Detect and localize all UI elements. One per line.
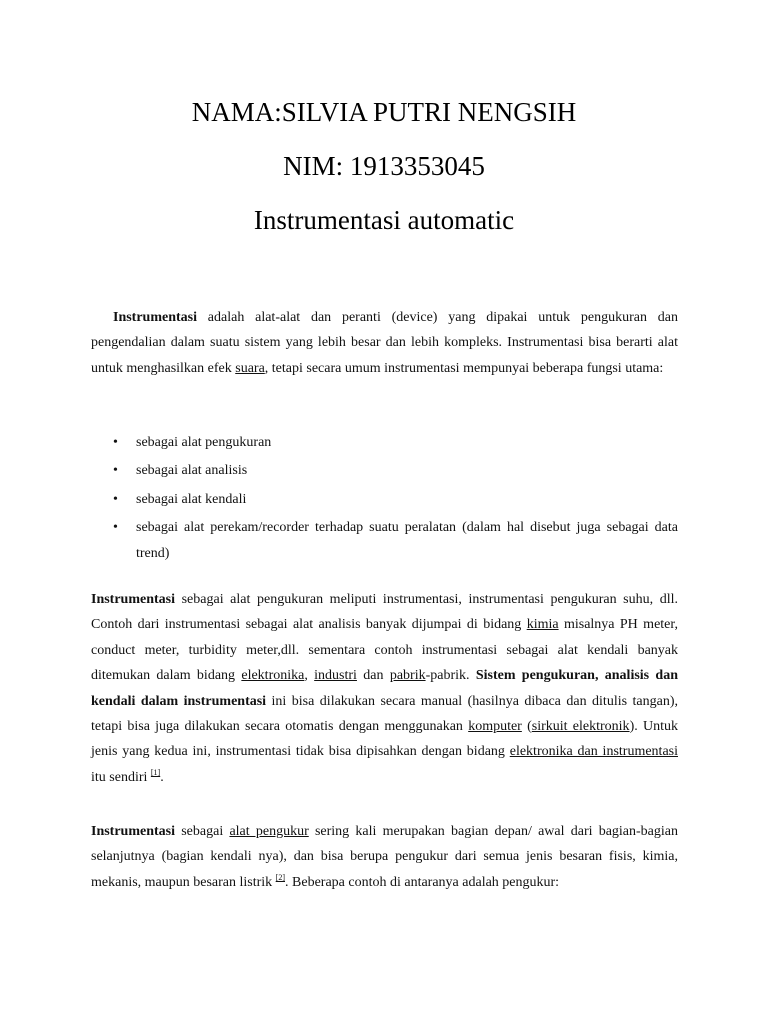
paragraph-text: ). Untuk jenis yang kedua ini, instrumentasi tidak bisa dipisahkan dengan bidang: [91, 719, 678, 760]
link-sirkuit-elektronik[interactable]: sirkuit elektronik: [531, 719, 630, 735]
document-title: Instrumentasi automatic: [253, 205, 515, 235]
student-name-heading: NAMA:SILVIA PUTRI NENGSIH: [191, 97, 577, 127]
list-item-text: sebagai alat perekam/recorder terhadap suatu peralatan (dalam hal disebut juga sebagai data trend): [136, 520, 678, 561]
paragraph-text: sebagai alat pengukuran meliputi instrumentasi, instrumentasi pengukuran suhu, dll. Contoh dari instrumentasi sebagai alat analisis banyak dijumpai di bidang: [91, 592, 678, 633]
paragraph-text: ini bisa dilakukan secara manual (hasilnya dibaca dan ditulis tangan), tetapi bisa juga dilakukan secara otomatis dengan menggunakan: [91, 693, 678, 735]
list-item: [91, 487, 678, 512]
bullet-icon: •: [113, 491, 118, 507]
paragraph-text: , tetapi secara umum instrumentasi mempunyai beberapa fungsi utama:: [264, 360, 664, 376]
link-komputer[interactable]: komputer: [468, 719, 522, 735]
paragraph-text: adalah alat-alat dan peranti (device) yang dipakai untuk pengukuran dan pengendalian dalam suatu sistem yang lebih besar dan lebih kompleks. Instrumentasi bisa berarti alat untuk menghasilkan efek: [91, 310, 678, 376]
paragraph-text: sebagai: [175, 824, 230, 839]
bullet-icon: •: [113, 463, 118, 479]
term-instrumentasi: Instrumentasi: [91, 824, 176, 839]
citation-label[interactable]: [1]: [150, 767, 161, 777]
paragraph-intro: [91, 305, 678, 381]
term-instrumentasi: Instrumentasi: [91, 592, 176, 607]
link-elektronika-dan-instrumentasi[interactable]: elektronika dan instrumentasi: [509, 744, 678, 760]
function-list: [91, 430, 678, 569]
paragraph-text: sering kali merupakan bagian depan/ awal dari bagian-bagian selanjutnya (bagian kendali nya), dan bisa berupa pengukur dari semua jenis besaran fisis, kimia, mekanis, maupun besaran listrik: [91, 824, 679, 890]
paragraph-text: dan: [356, 668, 390, 684]
bullet-icon: •: [113, 520, 118, 536]
list-item-text: sebagai alat kendali: [136, 491, 247, 507]
term-instrumentasi: Instrumentasi: [113, 310, 198, 325]
bullet-icon: •: [113, 435, 118, 450]
paragraph-text: .: [160, 769, 164, 785]
list-item-text: sebagai alat pengukuran: [136, 435, 272, 450]
student-nim-heading: NIM: 1913353045: [283, 151, 485, 181]
list-item: [91, 430, 678, 455]
paragraph-text: (: [521, 719, 532, 735]
citation-2[interactable]: [276, 873, 285, 882]
paragraph-text: . Beberapa contoh di antaranya adalah pengukur:: [285, 874, 560, 890]
list-item-text: sebagai alat analisis: [136, 463, 248, 479]
paragraph-text: -pabrik.: [425, 668, 476, 684]
list-item: [91, 515, 678, 566]
link-suara[interactable]: suara: [235, 360, 265, 376]
paragraph-text: ,: [304, 668, 315, 684]
list-item: [91, 458, 678, 483]
paragraph-measurement: [91, 587, 678, 790]
link-pabrik[interactable]: pabrik: [389, 668, 426, 684]
paragraph-measuring-tool: [91, 819, 678, 895]
paragraph-text: itu sendiri: [91, 769, 151, 785]
link-industri[interactable]: industri: [314, 668, 357, 684]
link-kimia[interactable]: kimia: [526, 617, 559, 633]
citation-label[interactable]: [2]: [275, 872, 286, 882]
link-alat-pengukur[interactable]: alat pengukur: [229, 824, 309, 839]
link-elektronika[interactable]: elektronika: [241, 668, 305, 684]
paragraph-text: misalnya PH meter, conduct meter, turbidity meter,dll. sementara contoh instrumentasi sebagai alat kendali banyak ditemukan dalam bidang: [91, 617, 678, 684]
citation-1[interactable]: [151, 768, 160, 777]
bold-phrase-sistem: Sistem pengukuran, analisis dan kendali dalam instrumentasi: [91, 668, 679, 709]
